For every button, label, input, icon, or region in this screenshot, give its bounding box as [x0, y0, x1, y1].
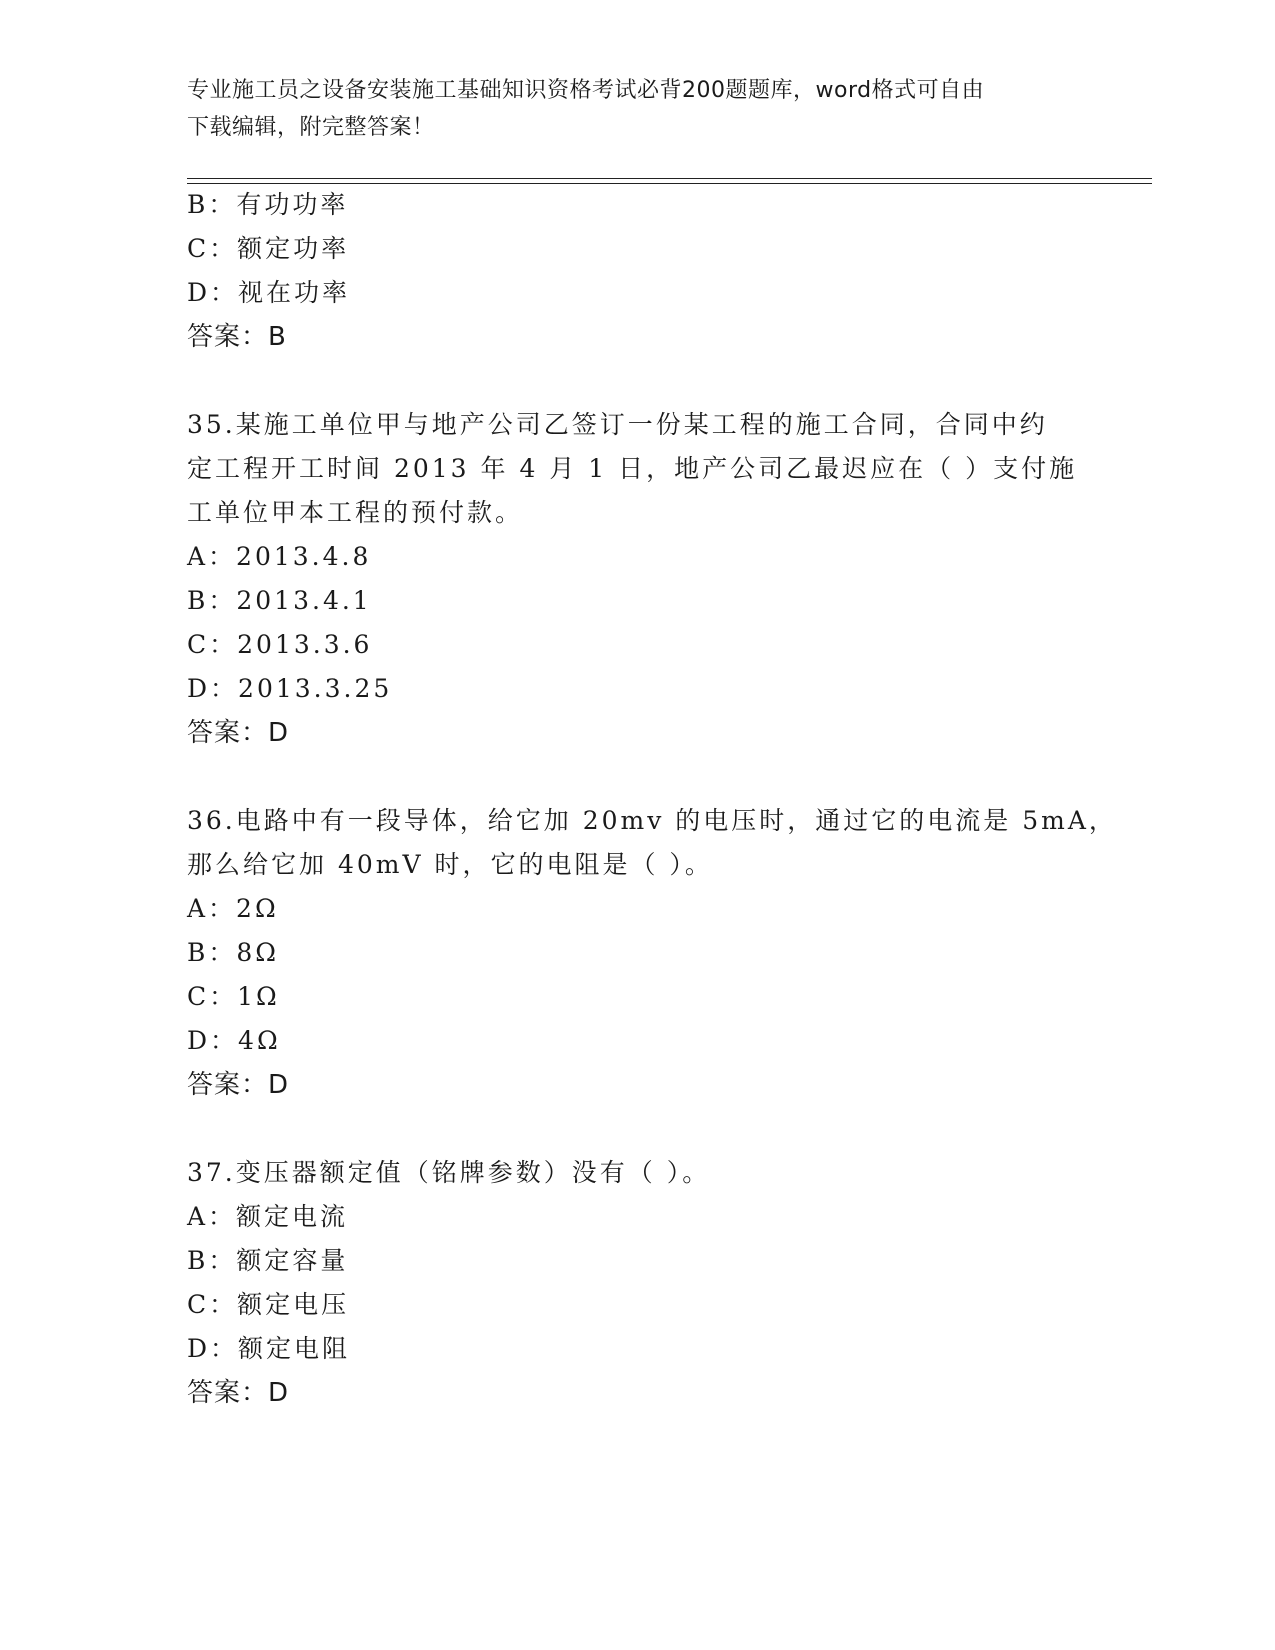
- header-line-1: 专业施工员之设备安装施工基础知识资格考试必背200题题库，word格式可自由: [187, 78, 985, 103]
- q36-stem-line-1: 36.电路中有一段导体，给它加 20mv 的电压时，通过它的电流是 5mA，: [187, 806, 1117, 835]
- q35-option-c: C：2013.3.6: [187, 630, 373, 659]
- q34-option-b: B：有功功率: [187, 190, 349, 219]
- document-header: [187, 72, 1067, 146]
- q34-answer: 答案：B: [187, 322, 287, 352]
- q36-answer: 答案：D: [187, 1070, 290, 1100]
- q35-option-d: D：2013.3.25: [187, 674, 393, 703]
- q34-option-d: D：视在功率: [187, 278, 351, 307]
- q36-option-c: C：1Ω: [187, 982, 280, 1011]
- q35-stem-line-2: 定工程开工时间 2013 年 4 月 1 日，地产公司乙最迟应在（ ）支付施: [187, 454, 1078, 483]
- q34-option-c: C：额定功率: [187, 234, 350, 263]
- header-divider-top: [187, 178, 1152, 179]
- q36-stem-line-2: 那么给它加 40mV 时，它的电阻是（ ）。: [187, 850, 713, 879]
- q35-stem-line-3: 工单位甲本工程的预付款。: [187, 498, 524, 527]
- q35-option-a: A：2013.4.8: [187, 542, 372, 571]
- q35-stem-line-1: 35.某施工单位甲与地产公司乙签订一份某工程的施工合同，合同中约: [187, 410, 1048, 439]
- q37-stem-line-1: 37.变压器额定值（铭牌参数）没有（ ）。: [187, 1158, 711, 1187]
- q36-option-a: A：2Ω: [187, 894, 279, 923]
- q37-option-d: D：额定电阻: [187, 1334, 351, 1363]
- q35-answer: 答案：D: [187, 718, 290, 748]
- q37-option-b: B：额定容量: [187, 1246, 349, 1275]
- q37-answer: 答案：D: [187, 1378, 290, 1408]
- q35-option-b: B：2013.4.1: [187, 586, 372, 615]
- header-line-2: 下载编辑，附完整答案！: [187, 115, 435, 140]
- q37-option-c: C：额定电压: [187, 1290, 350, 1319]
- q36-option-b: B：8Ω: [187, 938, 280, 967]
- header-divider-bottom: [187, 183, 1152, 184]
- q37-option-a: A：额定电流: [187, 1202, 349, 1231]
- q36-option-d: D：4Ω: [187, 1026, 281, 1055]
